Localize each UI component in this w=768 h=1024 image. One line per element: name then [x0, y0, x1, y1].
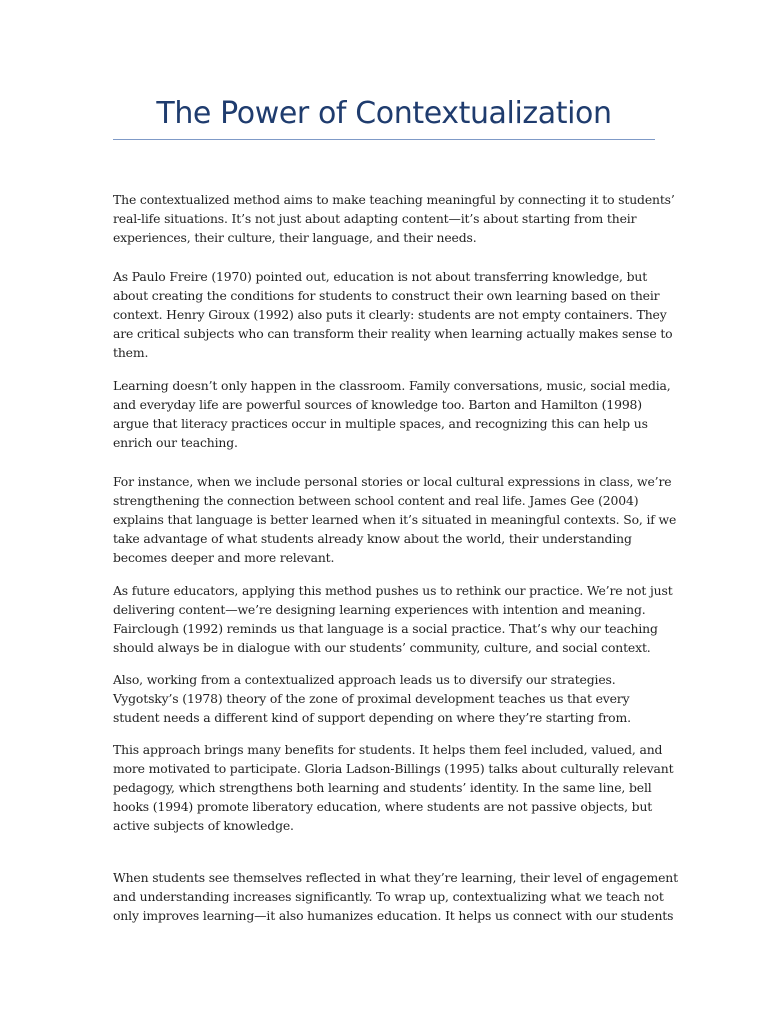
text-line: When students see themselves reflected in what they’re learning, their level of engagement	[113, 870, 678, 885]
title-underline-divider	[113, 139, 655, 140]
text-line: only improves learning—it also humanizes education. It helps us connect with our students	[113, 908, 674, 923]
text-line: experiences, their culture, their language, and their needs.	[113, 230, 477, 245]
text-line: more motivated to participate. Gloria Ladson-Billings (1995) talks about culturally relevant	[113, 761, 674, 776]
text-line: them.	[113, 345, 149, 360]
text-line: Vygotsky’s (1978) theory of the zone of proximal development teaches us that every	[113, 691, 630, 706]
text-line: For instance, when we include personal stories or local cultural expressions in class, we’re	[113, 474, 672, 489]
text-line: active subjects of knowledge.	[113, 818, 294, 833]
text-line: The contextualized method aims to make teaching meaningful by connecting it to students’	[113, 192, 675, 207]
paragraph-conclusion	[113, 868, 678, 925]
text-line: about creating the conditions for students to construct their own learning based on their	[113, 288, 660, 303]
text-line: strengthening the connection between school content and real life. James Gee (2004)	[113, 493, 639, 508]
text-line: real-life situations. It’s not just about adapting content—it’s about starting from their	[113, 211, 637, 226]
text-line: explains that language is better learned when it’s situated in meaningful contexts. So, if we	[113, 512, 677, 527]
text-line: are critical subjects who can transform their reality when learning actually makes sense to	[113, 326, 673, 341]
paragraph-gee	[113, 472, 677, 567]
text-line: This approach brings many benefits for students. It helps them feel included, valued, and	[113, 742, 663, 757]
text-line: context. Henry Giroux (1992) also puts it clearly: students are not empty containers. They	[113, 307, 667, 322]
text-line: and everyday life are powerful sources of knowledge too. Barton and Hamilton (1998)	[113, 397, 642, 412]
text-line: enrich our teaching.	[113, 435, 238, 450]
paragraph-benefits	[113, 740, 674, 835]
paragraph-vygotsky	[113, 670, 658, 727]
text-line: Fairclough (1992) reminds us that language is a social practice. That’s why our teaching	[113, 621, 658, 636]
text-line: delivering content—we’re designing learning experiences with intention and meaning.	[113, 602, 646, 617]
text-line: becomes deeper and more relevant.	[113, 550, 335, 565]
text-line: As Paulo Freire (1970) pointed out, education is not about transferring knowledge, but	[113, 269, 648, 284]
text-line: As future educators, applying this method pushes us to rethink our practice. We’re not just	[113, 583, 673, 598]
text-line: pedagogy, which strengthens both learning and students’ identity. In the same line, bell	[113, 780, 652, 795]
text-line: student needs a different kind of support depending on where they’re starting from.	[113, 710, 631, 725]
text-line: should always be in dialogue with our students’ community, culture, and social context.	[113, 640, 651, 655]
text-line: argue that literacy practices occur in multiple spaces, and recognizing this can help us	[113, 416, 648, 431]
paragraph-barton-hamilton	[113, 376, 671, 452]
paragraph-fairclough	[113, 581, 673, 657]
paragraph-intro	[113, 190, 675, 247]
text-line: Learning doesn’t only happen in the classroom. Family conversations, music, social media,	[113, 378, 671, 393]
text-line: and understanding increases significantly. To wrap up, contextualizing what we teach not	[113, 889, 664, 904]
document-title: The Power of Contextualization	[156, 96, 612, 131]
text-line: Also, working from a contextualized approach leads us to diversify our strategies.	[113, 672, 616, 687]
text-line: take advantage of what students already know about the world, their understanding	[113, 531, 632, 546]
text-line: hooks (1994) promote liberatory education, where students are not passive objects, but	[113, 799, 653, 814]
paragraph-freire-giroux	[113, 267, 673, 362]
